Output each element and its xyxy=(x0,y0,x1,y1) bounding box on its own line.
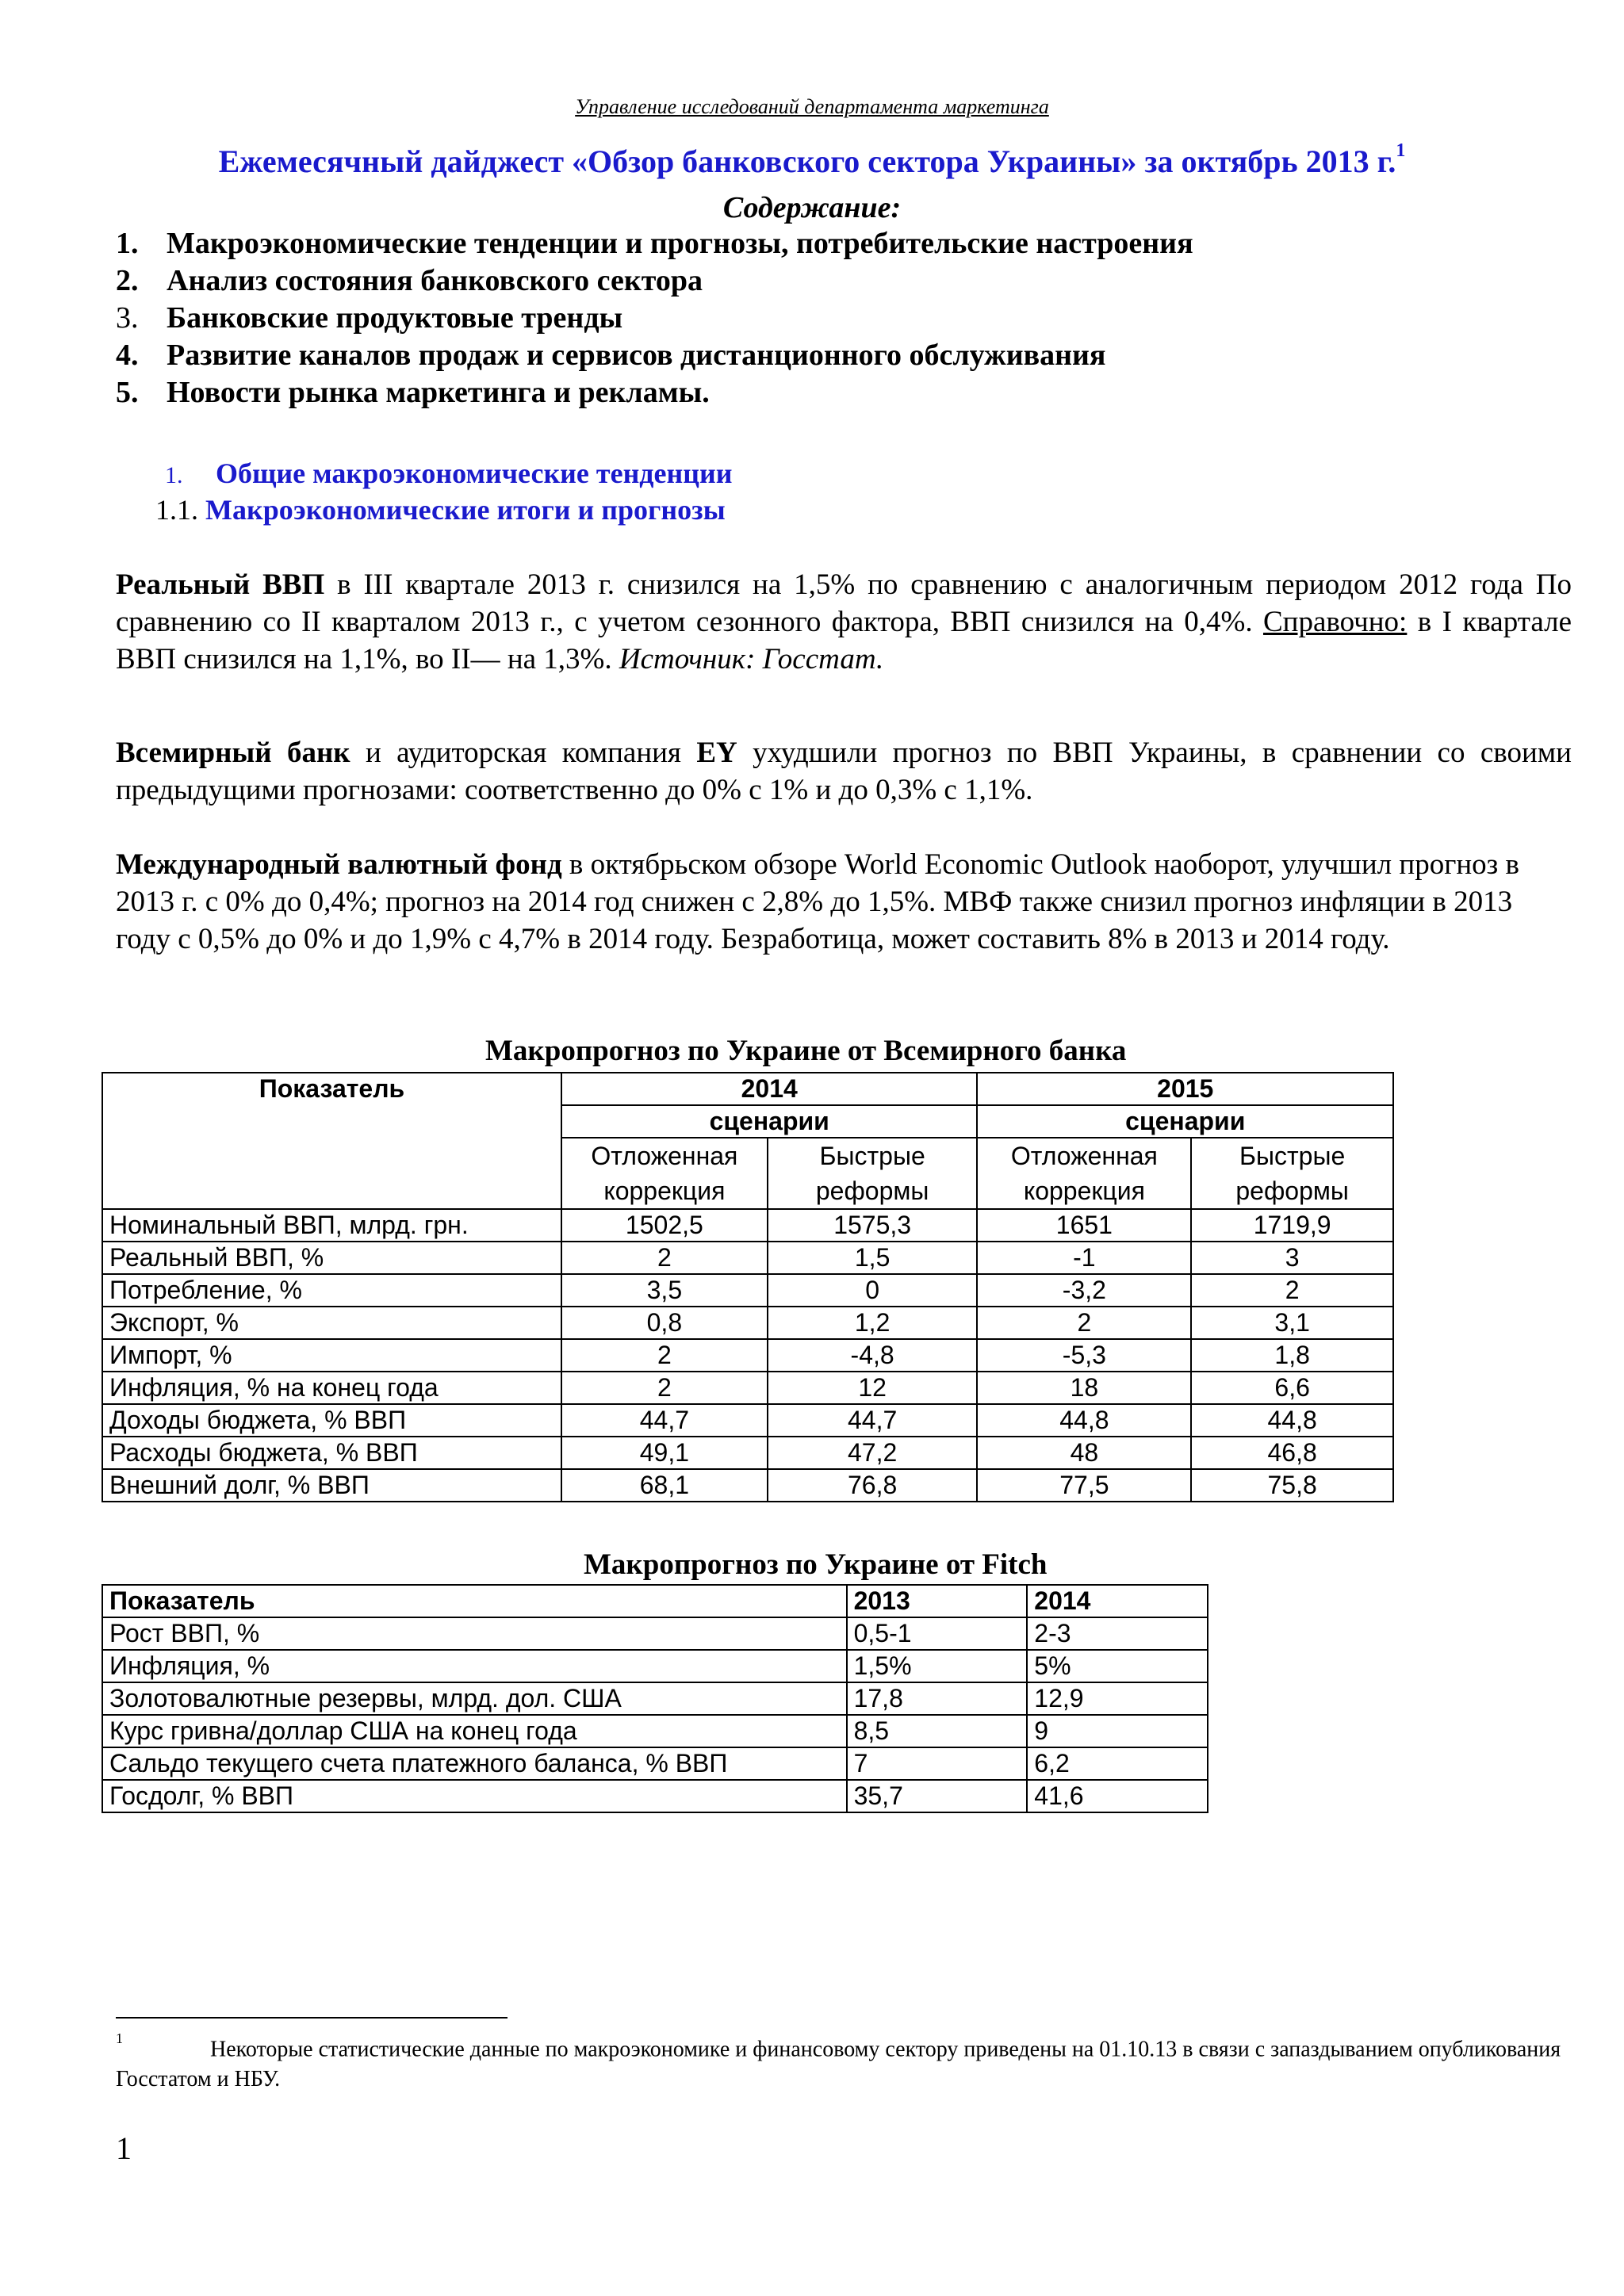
table-row xyxy=(102,1437,1393,1469)
column-header-year: 2013 xyxy=(847,1585,1028,1617)
cell-value: 2 xyxy=(561,1372,768,1404)
cell-value: 7 xyxy=(847,1747,1028,1780)
row-label: Рост ВВП, % xyxy=(102,1617,847,1650)
cell-value: 12,9 xyxy=(1027,1682,1208,1715)
scenario-header: Быстрые реформы xyxy=(768,1138,978,1209)
cell-value: 18 xyxy=(977,1372,1191,1404)
cell-value: 12 xyxy=(768,1372,978,1404)
row-label: Курс гривна/доллар США на конец года xyxy=(102,1715,847,1747)
department-header: Управление исследований департамента маркетинга xyxy=(575,95,1049,118)
column-header-indicator: Показатель xyxy=(102,1073,561,1209)
cell-value: 1719,9 xyxy=(1191,1209,1393,1242)
section-heading xyxy=(165,457,732,490)
table-header-row xyxy=(102,1073,1393,1105)
cell-value: 77,5 xyxy=(977,1469,1191,1502)
footnote xyxy=(116,2028,1572,2095)
cell-value: 48 xyxy=(977,1437,1191,1469)
row-label: Инфляция, % xyxy=(102,1650,847,1682)
cell-value: 46,8 xyxy=(1191,1437,1393,1469)
cell-value: -5,3 xyxy=(977,1339,1191,1372)
cell-value: 5% xyxy=(1027,1650,1208,1682)
toc-item-number: 5. xyxy=(116,376,139,409)
paragraph-lead: Международный валютный фонд xyxy=(116,848,562,881)
cell-value: 1,5 xyxy=(768,1242,978,1274)
table-row xyxy=(102,1307,1393,1339)
table-header-row xyxy=(102,1585,1208,1617)
column-header-year: 2015 xyxy=(977,1073,1393,1105)
scenario-header: Отложенная коррекция xyxy=(977,1138,1191,1209)
cell-value: 3 xyxy=(1191,1242,1393,1274)
table-row xyxy=(102,1715,1208,1747)
row-label: Расходы бюджета, % ВВП xyxy=(102,1437,561,1469)
contents-heading: Содержание: xyxy=(722,191,902,224)
cell-value: 2 xyxy=(561,1339,768,1372)
paragraph-text: в I квартале ВВП снизился на 1,1%, во II— на 1,3%. xyxy=(116,606,1572,675)
table-row xyxy=(102,1780,1208,1812)
cell-value: 1651 xyxy=(977,1209,1191,1242)
paragraph-worldbank xyxy=(116,734,1572,809)
column-header-indicator: Показатель xyxy=(102,1585,847,1617)
worldbank-forecast-table xyxy=(102,1072,1394,1502)
cell-value: 0,5-1 xyxy=(847,1617,1028,1650)
toc-item-number: 1. xyxy=(116,227,139,260)
section-number: 1. xyxy=(165,462,183,488)
section-title: Общие макроэкономические тенденции xyxy=(216,457,733,489)
reference-label: Справочно: xyxy=(1262,606,1408,638)
cell-value: 47,2 xyxy=(768,1437,978,1469)
table-row xyxy=(102,1404,1393,1437)
cell-value: 3,1 xyxy=(1191,1307,1393,1339)
cell-value: 9 xyxy=(1027,1715,1208,1747)
toc-item xyxy=(116,225,1193,262)
paragraph-text: ухудшили прогноз по ВВП Украины, в сравнении со своими предыдущими прогнозами: соответственно до 0% с 1% и до 0,3% с 1,1%. xyxy=(116,737,1572,806)
row-label: Экспорт, % xyxy=(102,1307,561,1339)
row-label: Внешний долг, % ВВП xyxy=(102,1469,561,1502)
toc-item-text: Анализ состояния банковского сектора xyxy=(167,264,703,297)
table-row xyxy=(102,1650,1208,1682)
paragraph-text: в III квартале 2013 г. снизился на 1,5% по сравнению с аналогичным периодом 2012 года По сравнению со II кварталом 2013 г., с учетом сезонного фактора, ВВП снизился на 0,4%. xyxy=(116,568,1572,638)
cell-value: -3,2 xyxy=(977,1274,1191,1307)
scenario-header: Отложенная коррекция xyxy=(561,1138,768,1209)
cell-value: 44,8 xyxy=(1191,1404,1393,1437)
source-note: Источник: Госстат. xyxy=(619,643,884,675)
toc-item-text: Банковские продуктовые тренды xyxy=(167,301,623,335)
column-header-year: 2014 xyxy=(561,1073,978,1105)
cell-value: 49,1 xyxy=(561,1437,768,1469)
cell-value: 3,5 xyxy=(561,1274,768,1307)
table-row xyxy=(102,1617,1208,1650)
column-header-year: 2014 xyxy=(1027,1585,1208,1617)
toc-item-text: Развитие каналов продаж и сервисов дистанционного обслуживания xyxy=(167,339,1106,372)
digest-title-text: Ежемесячный дайджест «Обзор банковского сектора Украины» за октябрь 2013 г. xyxy=(218,144,1396,179)
cell-value: -4,8 xyxy=(768,1339,978,1372)
row-label: Импорт, % xyxy=(102,1339,561,1372)
paragraph-lead: EY xyxy=(696,737,737,769)
cell-value: 2 xyxy=(1191,1274,1393,1307)
cell-value: 2 xyxy=(977,1307,1191,1339)
footnote-text: Некоторые статистические данные по макроэкономике и финансовому сектору приведены на 01.10.13 в связи с запаздыванием опубликования Госстатом и НБУ. xyxy=(116,2037,1561,2092)
cell-value: 8,5 xyxy=(847,1715,1028,1747)
toc-item xyxy=(116,374,1193,411)
row-label: Сальдо текущего счета платежного баланса, % ВВП xyxy=(102,1747,847,1780)
cell-value: 0 xyxy=(768,1274,978,1307)
cell-value: 76,8 xyxy=(768,1469,978,1502)
row-label: Доходы бюджета, % ВВП xyxy=(102,1404,561,1437)
row-label: Потребление, % xyxy=(102,1274,561,1307)
table-of-contents xyxy=(116,225,1193,411)
paragraph-lead: Реальный ВВП xyxy=(116,568,325,601)
worldbank-table-caption: Макропрогноз по Украине от Всемирного банка xyxy=(485,1035,1127,1067)
page-number: 1 xyxy=(116,2130,132,2166)
row-label: Реальный ВВП, % xyxy=(102,1242,561,1274)
subsection-number: 1.1. xyxy=(155,494,198,526)
row-label: Золотовалютные резервы, млрд. дол. США xyxy=(102,1682,847,1715)
footnote-separator xyxy=(116,2017,508,2019)
cell-value: 41,6 xyxy=(1027,1780,1208,1812)
cell-value: 44,8 xyxy=(977,1404,1191,1437)
cell-value: 6,2 xyxy=(1027,1747,1208,1780)
subsection-heading xyxy=(155,493,726,526)
table-row xyxy=(102,1372,1393,1404)
cell-value: 1502,5 xyxy=(561,1209,768,1242)
toc-item-number: 4. xyxy=(116,339,139,372)
cell-value: 1575,3 xyxy=(768,1209,978,1242)
toc-item xyxy=(116,262,1193,300)
cell-value: 0,8 xyxy=(561,1307,768,1339)
paragraph-imf xyxy=(116,846,1572,958)
toc-item-text: Макроэкономические тенденции и прогнозы, потребительские настроения xyxy=(167,227,1193,260)
scenarios-header: сценарии xyxy=(561,1105,978,1138)
footnote-mark: 1 xyxy=(116,2030,123,2046)
cell-value: 44,7 xyxy=(561,1404,768,1437)
cell-value: 75,8 xyxy=(1191,1469,1393,1502)
row-label: Госдолг, % ВВП xyxy=(102,1780,847,1812)
scenarios-header: сценарии xyxy=(977,1105,1393,1138)
cell-value: 2 xyxy=(561,1242,768,1274)
toc-item xyxy=(116,337,1193,374)
table-row xyxy=(102,1747,1208,1780)
cell-value: 17,8 xyxy=(847,1682,1028,1715)
paragraph-text: в октябрьском обзоре World Economic Outlook наоборот, улучшил прогноз в 2013 г. с 0% до 0,4%; прогноз на 2014 год снижен с 2,8% до 1,5%. МВФ также снизил прогноз инфляции в 2013 году с 0,5% до 0% и до 1,9% с 4,7% в 2014 году. Безработица, может составить 8% в 2013 и 2014 году. xyxy=(116,848,1520,955)
row-label: Номинальный ВВП, млрд. грн. xyxy=(102,1209,561,1242)
subsection-title: Макроэкономические итоги и прогнозы xyxy=(205,494,726,526)
cell-value: 6,6 xyxy=(1191,1372,1393,1404)
toc-item-number: 2. xyxy=(116,264,139,297)
fitch-forecast-table xyxy=(102,1584,1208,1813)
title-footnote-mark[interactable]: 1 xyxy=(1396,140,1406,161)
cell-value: -1 xyxy=(977,1242,1191,1274)
table-row xyxy=(102,1242,1393,1274)
scenario-header: Быстрые реформы xyxy=(1191,1138,1393,1209)
table-row xyxy=(102,1682,1208,1715)
table-row xyxy=(102,1209,1393,1242)
paragraph-text: и аудиторская компания xyxy=(350,737,697,769)
toc-item-number: 3. xyxy=(116,301,139,335)
cell-value: 35,7 xyxy=(847,1780,1028,1812)
paragraph-lead: Всемирный банк xyxy=(116,737,350,769)
cell-value: 68,1 xyxy=(561,1469,768,1502)
cell-value: 1,8 xyxy=(1191,1339,1393,1372)
cell-value: 1,2 xyxy=(768,1307,978,1339)
toc-item-text: Новости рынка маркетинга и рекламы. xyxy=(167,376,710,409)
digest-title xyxy=(0,140,1624,180)
fitch-table-caption: Макропрогноз по Украине от Fitch xyxy=(584,1548,1048,1581)
paragraph-gdp xyxy=(116,566,1572,678)
cell-value: 44,7 xyxy=(768,1404,978,1437)
cell-value: 1,5% xyxy=(847,1650,1028,1682)
table-row xyxy=(102,1274,1393,1307)
table-row xyxy=(102,1339,1393,1372)
row-label: Инфляция, % на конец года xyxy=(102,1372,561,1404)
cell-value: 2-3 xyxy=(1027,1617,1208,1650)
toc-item xyxy=(116,300,1193,337)
table-row xyxy=(102,1469,1393,1502)
